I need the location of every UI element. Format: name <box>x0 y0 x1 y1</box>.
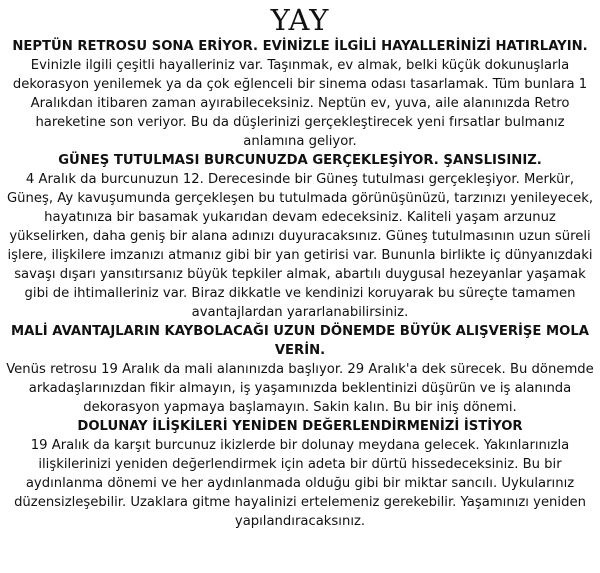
page-title: YAY <box>270 3 330 37</box>
section-body-eclipse: 4 Aralık da burcunuzun 12. Derecesinde bir Güneş tutulması gerçekleşiyor. Merkür, Güneş, Ay kavuşumunda gerçekleşen bu tutulmada görünüşünüzü, tarzınızı yenileyecek, hayatınıza bir basamak yukarıdan devam edeceksiniz. Kaliteli yaşam arzunuz yükselirken, daha geniş bir alana adınızı duyuracaksınız. Güneş tutulmasının uzun süreli işlere, ilişkilere imzanızı atmanız gibi bir yan getirisi var. Bununla birlikte iç dünyanızdaki savaşı dışarı yansıtırsanız büyük tepkiler almak, abartılı duygusal hezeyanlar yaşamak gibi de ihtimalleriniz var. Biraz dikkatle ve kendinizi koruyarak bu süreçte tamamen avantajlardan yararlanabilirsiniz. <box>6 172 594 320</box>
section-body-full-moon: 19 Aralık da karşıt burcunuz ikizlerde bir dolunay meydana gelecek. Yakınlarınızla ilişkilerinizi yeniden değerlendirmek için adeta bir dürtü hissedeceksiniz. Bu bir aydınlanma dönemi ve her aydınlanmada olduğu gibi bir miktar sancılı. Uykularınız düzensizleşebilir. Uzaklara gitme hayalinizi ertelemeniz gerekebilir. Yaşamınızı yeniden yapılandıracaksınız. <box>14 438 586 529</box>
section-body-neptune: Evinizle ilgili çeşitli hayalleriniz var. Taşınmak, ev almak, belki küçük dokunuşlarla dekorasyon yenilemek ya da çok eğlenceli bir sinema odası tasarlamak. Tüm bunlara 1 Aralıkdan itibaren zaman ayırabileceksiniz. Neptün ev, yuva, aile alanınızda Retro hareketine son veriyor. Bu da düşlerinizi gerçekleştirecek yeni fırsatlar bulmanız anlamına geliyor. <box>12 58 588 149</box>
section-body-finance: Venüs retrosu 19 Aralık da mali alanınızda başlıyor. 29 Aralık'a dek sürecek. Bu dönemde arkadaşlarınızdan fikir almayın, iş yaşamınızda beklentinizi düşürün ve iş alanında dekorasyon yapmaya başlamayın. Sakin kalın. Bu bir iniş dönemi. <box>6 362 594 415</box>
section-heading-finance: MALİ AVANTAJLARIN KAYBOLACAĞI UZUN DÖNEMDE BÜYÜK ALIŞVERİŞE MOLA VERİN. <box>11 324 589 358</box>
section-heading-full-moon: DOLUNAY İLİŞKİLERİ YENİDEN DEĞERLENDİRMENİZİ İSTİYOR <box>77 419 523 434</box>
section-heading-neptune: NEPTÜN RETROSU SONA ERİYOR. EVİNİZLE İLGİLİ HAYALLERİNİZİ HATIRLAYIN. <box>12 39 588 54</box>
section-heading-eclipse: GÜNEŞ TUTULMASI BURCUNUZDA GERÇEKLEŞİYOR. ŞANSLISINIZ. <box>58 153 542 168</box>
